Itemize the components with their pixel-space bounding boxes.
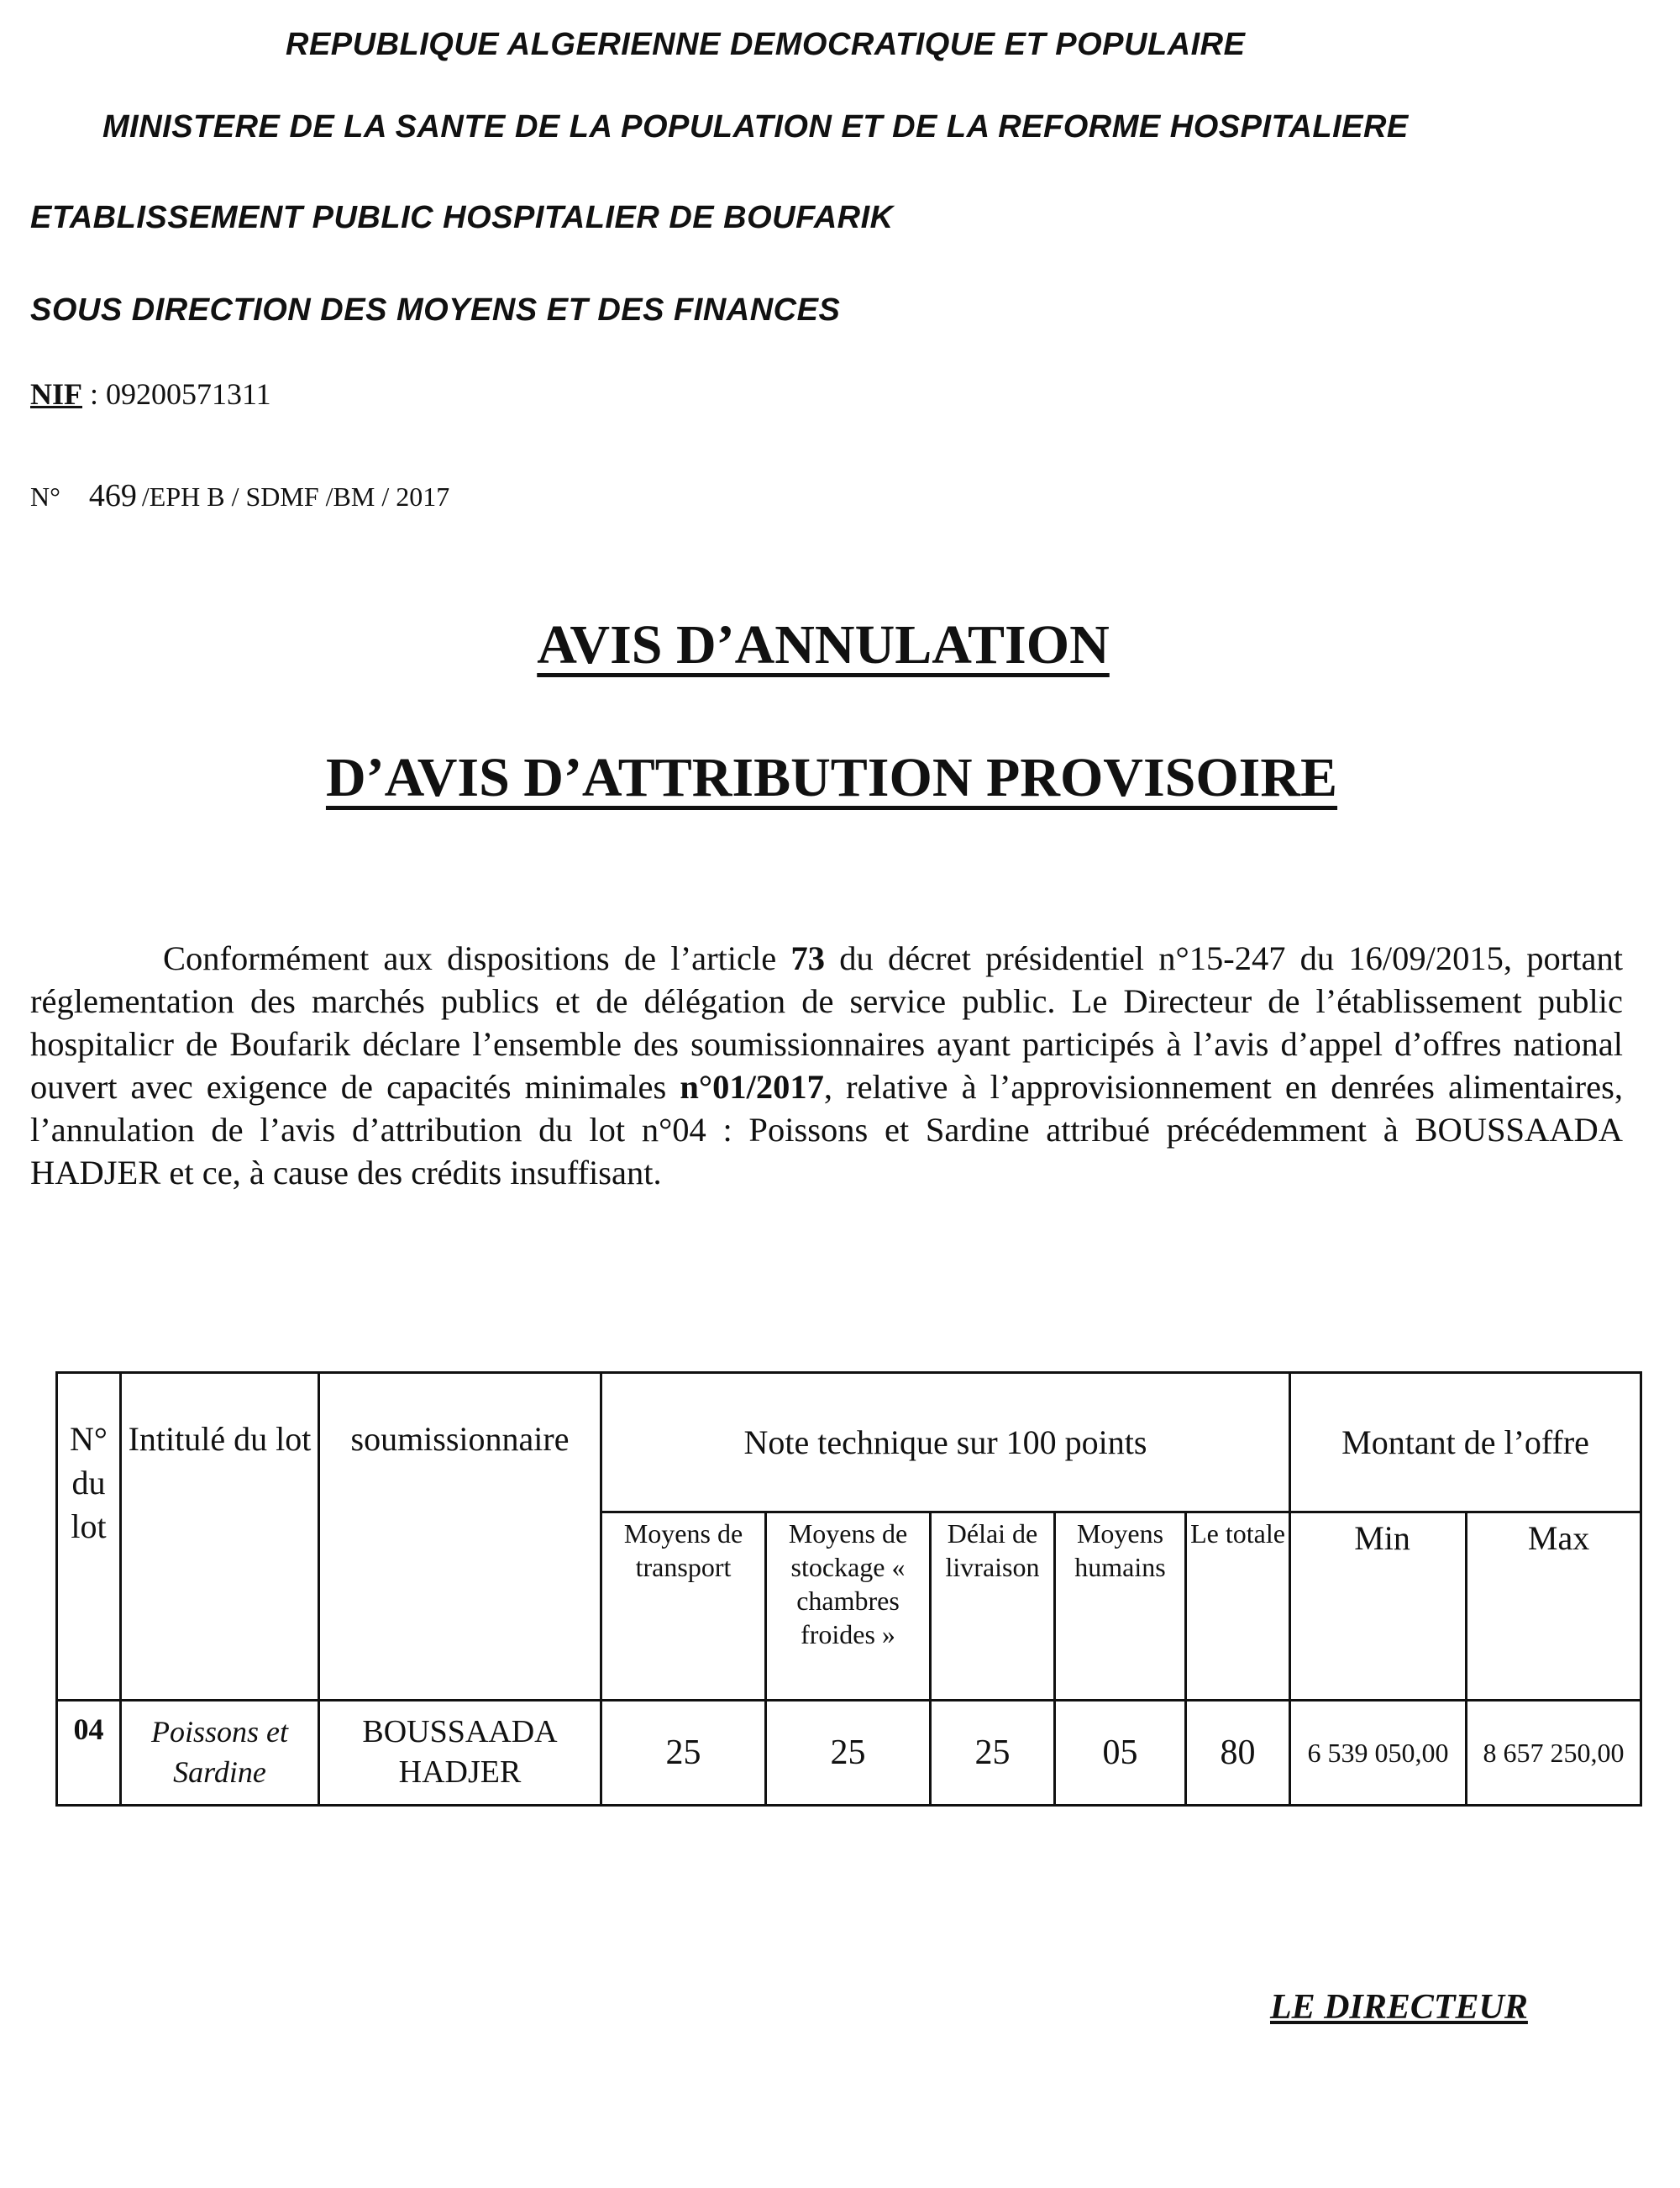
table-row bbox=[57, 1701, 1641, 1806]
cell-storage: 25 bbox=[766, 1701, 931, 1806]
ref-prefix: N° bbox=[30, 481, 60, 512]
col-header-lot-no: N° du lot bbox=[57, 1373, 121, 1701]
article-number: 73 bbox=[790, 939, 825, 977]
ref-suffix: /EPH B / SDMF /BM / 2017 bbox=[141, 481, 450, 512]
notice-paragraph: Conformément aux dispositions de l’article 73 du décret présidentiel n°15-247 du 16/09/2015, portant réglementation des marchés publics et de délégation de service public. Le Directeur de l’établissement public hospitalicr de Boufarik déclare l’ensemble des soumissionnaires ayant participés à l’avis d’appel d’offres national ouvert avec exigence de capacités minimales n°01/2017, relative à l’approvisionnement en denrées alimentaires, l’annulation de l’avis d’attribution du lot n°04 : Poissons et Sardine attribué précédemment à BOUSSAADA HADJER et ce, à cause des crédits insuffisant. bbox=[30, 939, 1623, 1191]
lot-table bbox=[55, 1371, 1642, 1807]
cell-min-amount: 6 539 050,00 bbox=[1290, 1701, 1467, 1806]
cell-max-amount: 8 657 250,00 bbox=[1467, 1701, 1641, 1806]
col-header-technical-score: Note technique sur 100 points bbox=[601, 1373, 1290, 1512]
col-header-total: Le totale bbox=[1186, 1512, 1290, 1701]
header-line-ministry: MINISTERE DE LA SANTE DE LA POPULATION ET DE LA REFORME HOSPITALIERE bbox=[102, 109, 1409, 145]
col-header-storage: Moyens de stockage « chambres froides » bbox=[766, 1512, 931, 1701]
header-line-subdirection: SOUS DIRECTION DES MOYENS ET DES FINANCES bbox=[30, 292, 841, 328]
tender-number: n°01/2017 bbox=[680, 1068, 824, 1106]
signature-line: LE DIRECTEUR bbox=[1270, 1988, 1528, 2027]
cell-human-resources: 05 bbox=[1055, 1701, 1186, 1806]
col-header-delivery-delay: Délai de livraison bbox=[931, 1512, 1055, 1701]
nif-value: : 09200571311 bbox=[90, 377, 271, 411]
col-header-transport: Moyens de transport bbox=[601, 1512, 766, 1701]
col-header-offer-amount: Montant de l’offre bbox=[1290, 1373, 1641, 1512]
col-header-min: Min bbox=[1290, 1512, 1467, 1701]
cell-bidder: BOUSSAADA HADJER bbox=[319, 1701, 601, 1806]
col-header-human-resources: Moyens humains bbox=[1055, 1512, 1186, 1701]
col-header-lot-title: Intitulé du lot bbox=[121, 1373, 319, 1701]
document-title-line-1: AVIS D’ANNULATION bbox=[537, 614, 1110, 676]
col-header-max: Max bbox=[1467, 1512, 1641, 1701]
cell-transport: 25 bbox=[601, 1701, 766, 1806]
cell-total: 80 bbox=[1186, 1701, 1290, 1806]
nif-label: NIF bbox=[30, 377, 82, 411]
document-title-line-2: D’AVIS D’ATTRIBUTION PROVISOIRE bbox=[325, 747, 1338, 808]
header-line-republic: REPUBLIQUE ALGERIENNE DEMOCRATIQUE ET POPULAIRE bbox=[286, 27, 1246, 62]
header-line-establishment: ETABLISSEMENT PUBLIC HOSPITALIER DE BOUFARIK bbox=[30, 200, 894, 235]
col-header-bidder: soumissionnaire bbox=[319, 1373, 601, 1701]
reference-number bbox=[30, 477, 449, 514]
cell-lot-no: 04 bbox=[57, 1701, 121, 1806]
cell-lot-title: Poissons et Sardine bbox=[121, 1701, 319, 1806]
ref-number: 469 bbox=[88, 478, 137, 513]
cell-delivery-delay: 25 bbox=[931, 1701, 1055, 1806]
nif bbox=[30, 376, 271, 412]
